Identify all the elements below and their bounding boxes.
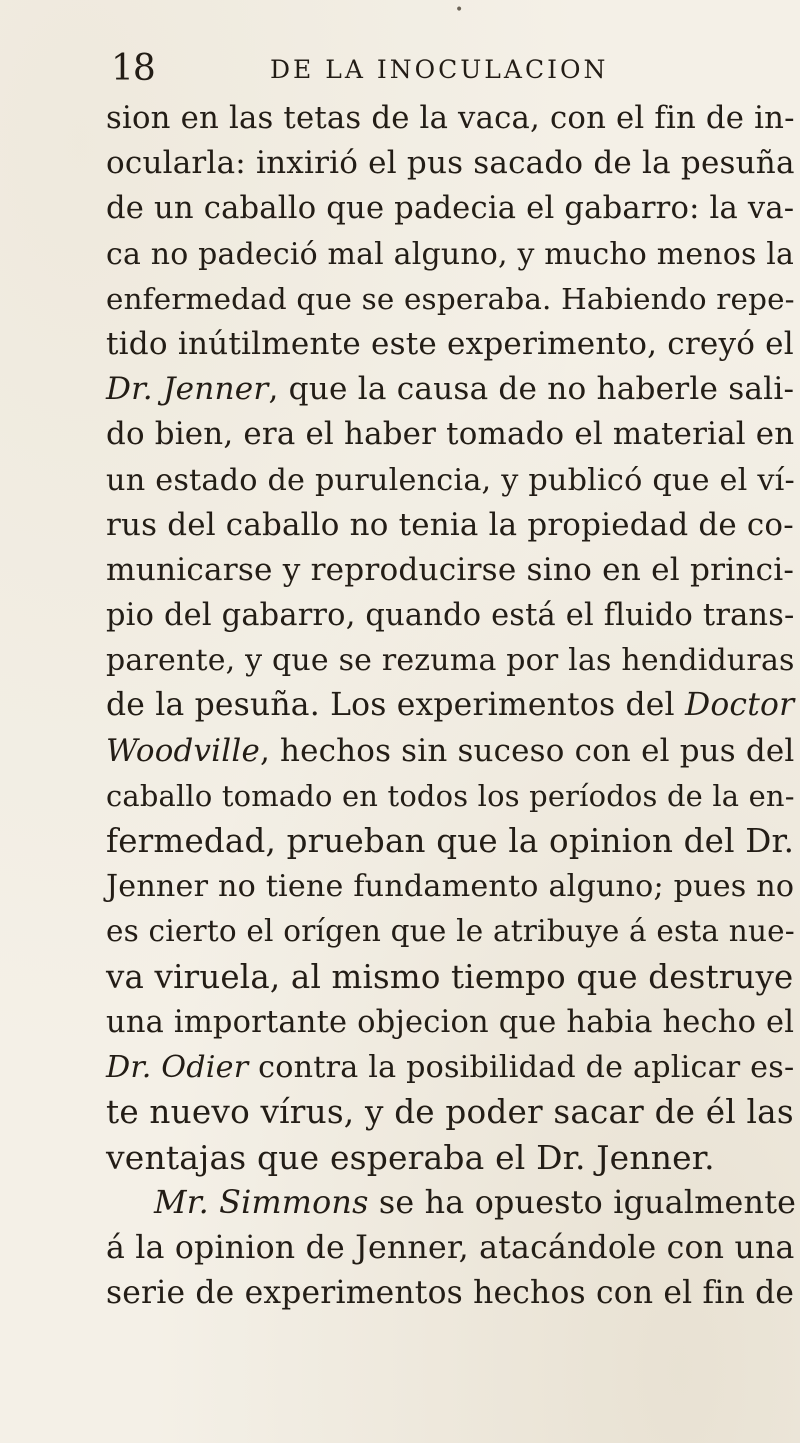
text-line <box>106 1135 796 1180</box>
text-line <box>106 909 796 954</box>
text-segment: ventajas que esperaba el Dr. Jenner. <box>106 1138 715 1178</box>
text-line <box>106 1000 796 1045</box>
text-line <box>106 458 796 503</box>
text-segment: un estado de purulencia, y publicó que el ví- <box>106 462 795 498</box>
text-segment: do bien, era el haber tomado el material en <box>106 416 795 453</box>
text-segment: ca no padeció mal alguno, y mucho menos la <box>106 236 795 272</box>
page-header <box>0 44 800 94</box>
text-segment: te nuevo vírus, y de poder sacar de él las <box>106 1093 794 1132</box>
text-segment: parente, y que se rezuma por las hendiduras <box>106 643 795 679</box>
ink-mark: • <box>455 2 464 18</box>
text-segment: pio del gabarro, quando está el fluido trans- <box>106 598 795 634</box>
body-text <box>106 96 796 1316</box>
text-line <box>106 729 796 774</box>
italic-name: Dr. Odier <box>106 1049 249 1085</box>
text-line <box>106 819 796 864</box>
text-segment: de la pesuña. Los experimentos del <box>106 687 685 724</box>
text-line <box>106 277 796 322</box>
text-line <box>106 1181 796 1226</box>
italic-name: Mr. Simmons <box>154 1184 369 1221</box>
text-line <box>106 367 796 412</box>
text-segment: , hechos sin suceso con el pus del <box>259 732 795 769</box>
italic-name: Dr. Jenner <box>106 371 269 408</box>
text-line <box>106 638 796 683</box>
text-segment: sion en las tetas de la vaca, con el fin de in- <box>106 100 795 136</box>
text-line <box>106 864 796 909</box>
text-line <box>106 593 796 638</box>
running-head: DE LA INOCULACION <box>270 55 609 84</box>
text-segment: tido inútilmente este experimento, creyó el <box>106 325 794 362</box>
text-segment: serie de experimentos hechos con el fin de <box>106 1274 795 1311</box>
italic-name: Doctor <box>684 687 795 724</box>
text-segment: municarse y reproducirse sino en el princi- <box>106 551 795 588</box>
text-segment: Jenner no tiene fundamento alguno; pues no <box>106 869 795 905</box>
text-segment: se ha opuesto igualmente <box>368 1184 797 1221</box>
text-segment: fermedad, prueban que la opinion del Dr. <box>106 822 795 860</box>
text-line <box>106 232 796 277</box>
text-segment: , que la causa de no haberle sali- <box>268 371 795 408</box>
text-segment: de un caballo que padecia el gabarro: la va- <box>106 191 795 227</box>
text-line <box>106 774 796 819</box>
text-line <box>106 96 796 141</box>
text-segment: ocularla: inxirió el pus sacado de la pesuña <box>106 145 795 182</box>
text-line <box>106 955 796 1000</box>
text-line <box>106 1090 796 1135</box>
text-line <box>106 1271 796 1316</box>
text-line <box>106 141 796 186</box>
page-number: 18 <box>111 48 155 89</box>
text-segment: una importante objecion que habia hecho el <box>106 1004 795 1040</box>
text-segment: enfermedad que se esperaba. Habiendo repe- <box>106 281 795 316</box>
text-line <box>106 503 796 548</box>
text-line <box>106 1226 796 1271</box>
text-line <box>106 322 796 367</box>
text-segment: va viruela, al mismo tiempo que destruye <box>106 957 794 996</box>
text-segment: contra la posibilidad de aplicar es- <box>248 1049 795 1085</box>
text-line <box>106 683 796 728</box>
text-segment: rus del caballo no tenia la propiedad de co- <box>106 506 794 543</box>
text-segment: caballo tomado en todos los períodos de la en- <box>106 778 795 813</box>
italic-name: Woodville <box>106 732 260 769</box>
text-line <box>106 548 796 593</box>
text-segment: es cierto el orígen que le atribuye á esta nue- <box>106 914 795 949</box>
text-line <box>106 412 796 457</box>
text-line <box>106 1045 796 1090</box>
text-segment: á la opinion de Jenner, atacándole con una <box>106 1229 795 1266</box>
text-line <box>106 186 796 231</box>
